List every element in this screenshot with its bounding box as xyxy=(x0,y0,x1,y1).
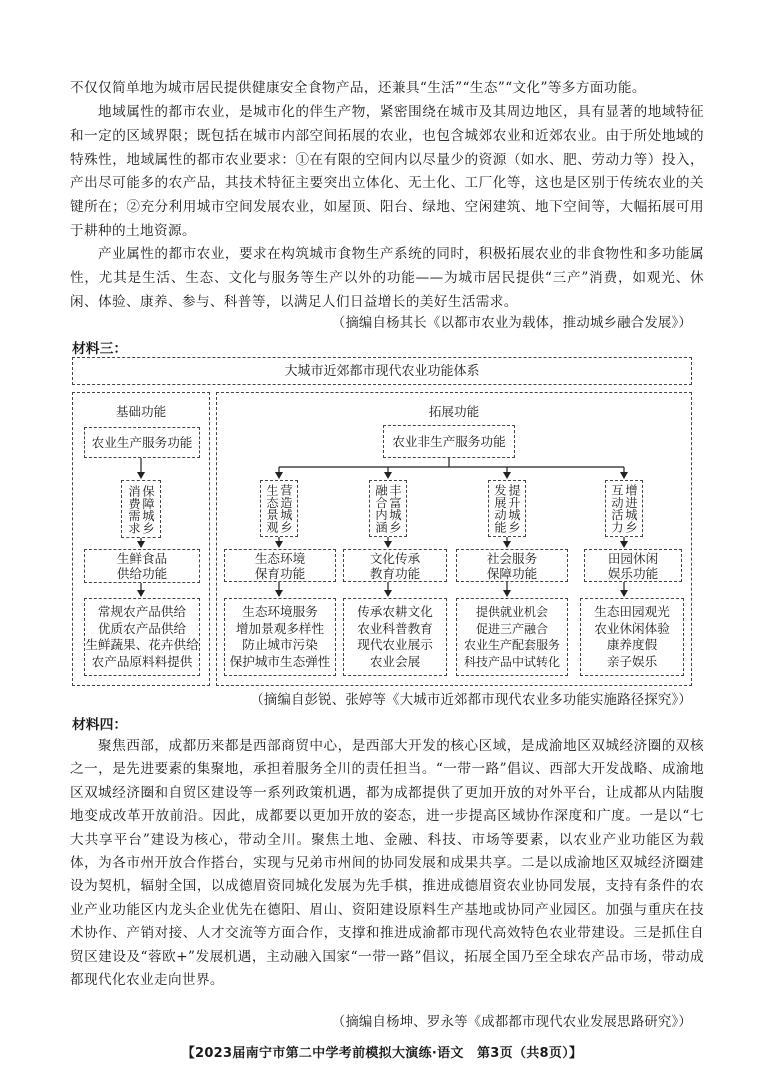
branch-2-function: 文化传承 教育功能 xyxy=(369,550,421,581)
branch-2-goal: 丰富城乡融合内涵 xyxy=(374,484,402,533)
branch-3-goal: 提升城乡发展动能 xyxy=(493,484,521,533)
basic-function-label: 基础功能 xyxy=(115,403,167,419)
basic-function-text: 生鲜食品 供给功能 xyxy=(116,551,168,581)
basic-service-text: 农业生产服务功能 xyxy=(91,435,193,450)
branch-4-function: 田园休闲 娱乐功能 xyxy=(607,550,659,581)
material-4-label: 材料四： xyxy=(72,717,128,733)
branch-1-function: 生态环境 保育功能 xyxy=(254,550,306,581)
expand-service-text: 农业非生产服务功能 xyxy=(392,434,506,449)
expand-function-label: 拓展功能 xyxy=(428,403,480,419)
source-2: （摘编自杨其长《以都市农业为载体，推动城乡融合发展》） xyxy=(331,316,692,331)
paragraph-2: 地域属性的都市农业，是城市化的伴生产物，紧密围绕在城市及其周边地区，具有显著的地域特征和一定的区域界限；既包括在城市内部空间拓展的农业，也包含城郊农业和近郊农业。由于所处地域的特殊性，地域属性的都市农业要求：①在有限的空间内以尽量少的资源（如水、肥、劳动力等）投入，产出尽可能多的农产品，其技术特征主要突出立体化、无土化、工厂化等，这也是区别于传统农业的关键所在；②充分利用城市空间发展农业，如屋顶、阳台、绿地、空闲建筑、地下空间等，大幅拓展可用于耕种的土地资源。 xyxy=(70,104,704,239)
branch-3-detail: 提供就业机会 促进三产融合 农业生产配套服务 科技产品中试转化 xyxy=(463,605,560,669)
diagram-title: 大城市近郊都市现代农业功能体系 xyxy=(284,363,480,379)
material-3-label: 材料三： xyxy=(72,341,128,357)
basic-detail-text: 常规农产品供给 优质农产品供给 生鲜蔬果、花卉供给 农产品原料料提供 xyxy=(85,604,199,669)
branch-1-detail: 生态环境服务 增加景观多样性 防止城市污染 保护城市生态弹性 xyxy=(229,604,331,669)
basic-need-text: 保障城乡消费需求 xyxy=(127,484,155,534)
source-4: （摘编自杨坤、罗永等《成都都市现代农业发展思路研究》） xyxy=(331,1015,692,1030)
page-footer: 【2023届南宁市第二中学考前模拟大演练·语文 第3页（共8页）】 xyxy=(181,1046,583,1061)
branch-1-goal: 营造城乡生态景观 xyxy=(265,484,293,533)
branch-4-detail: 生态田园观光 农业休闲体验 康养度假 亲子娱乐 xyxy=(594,604,670,669)
paragraph-1: 不仅仅简单地为城市居民提供健康安全食物产品，还兼具“生活”“生态”“文化”等多方面功能。 xyxy=(70,80,646,96)
branch-3-function: 社会服务 保障功能 xyxy=(486,550,538,581)
paragraph-3: 产业属性的都市农业，要求在构筑城市食物生产系统的同时，积极拓展农业的非食物性和多功能属性，尤其是生活、生态、文化与服务等生产以外的功能——为城市居民提供“三产”消费，如观光、休闲、体验、康养、参与、科普等，以满足人们日益增长的美好生活需求。 xyxy=(70,246,704,310)
paragraph-4: 聚焦西部，成都历来都是西部商贸中心，是西部大开发的核心区域，是成渝地区双城经济圈的双核之一，是先进要素的集聚地，承担着服务全川的责任担当。“一带一路”倡议、西部大开发战略、成渝地区双城经济圈和自贸区建设等一系列政策机遇，都为成都提供了更加开放的对外平台，让成都从内陆腹地变成改革开放前沿。因此，成都要以更加开放的姿态，进一步提高区域协作深度和广度。一是以“七大共享平台”建设为核心，带动全川。聚焦土地、金融、科技、市场等要素，以农业产业功能区为载体，为各市州开放合作搭台，实现与兄弟市州间的协同发展和成果共享。二是以成渝地区双城经济圈建设为契机，辐射全国，以成德眉资同城化发展为先手棋，推进成德眉资农业协同发展，支持有条件的农业产业功能区内龙头企业优先在德阳、眉山、资阳建设原料生产基地或协同产业园区。加强与重庆在技术协作、产销对接、人才交流等方面合作，支撑和推进成渝都市现代高效特色农业带建设。三是抓住自贸区建设及“蓉欧+”发展机遇，主动融入国家“一带一路”倡议，拓展全国乃至全球农产品市场，带动成都现代化农业走向世界。 xyxy=(70,738,704,989)
branch-2-detail: 传承农耕文化 农业科普教育 现代农业展示 农业会展 xyxy=(357,604,433,669)
source-3: （摘编自彭锐、张婷等《大城市近郊都市现代农业多功能实施路径探究》） xyxy=(250,693,692,708)
branch-4-goal: 增进城乡互动活力 xyxy=(610,484,638,533)
